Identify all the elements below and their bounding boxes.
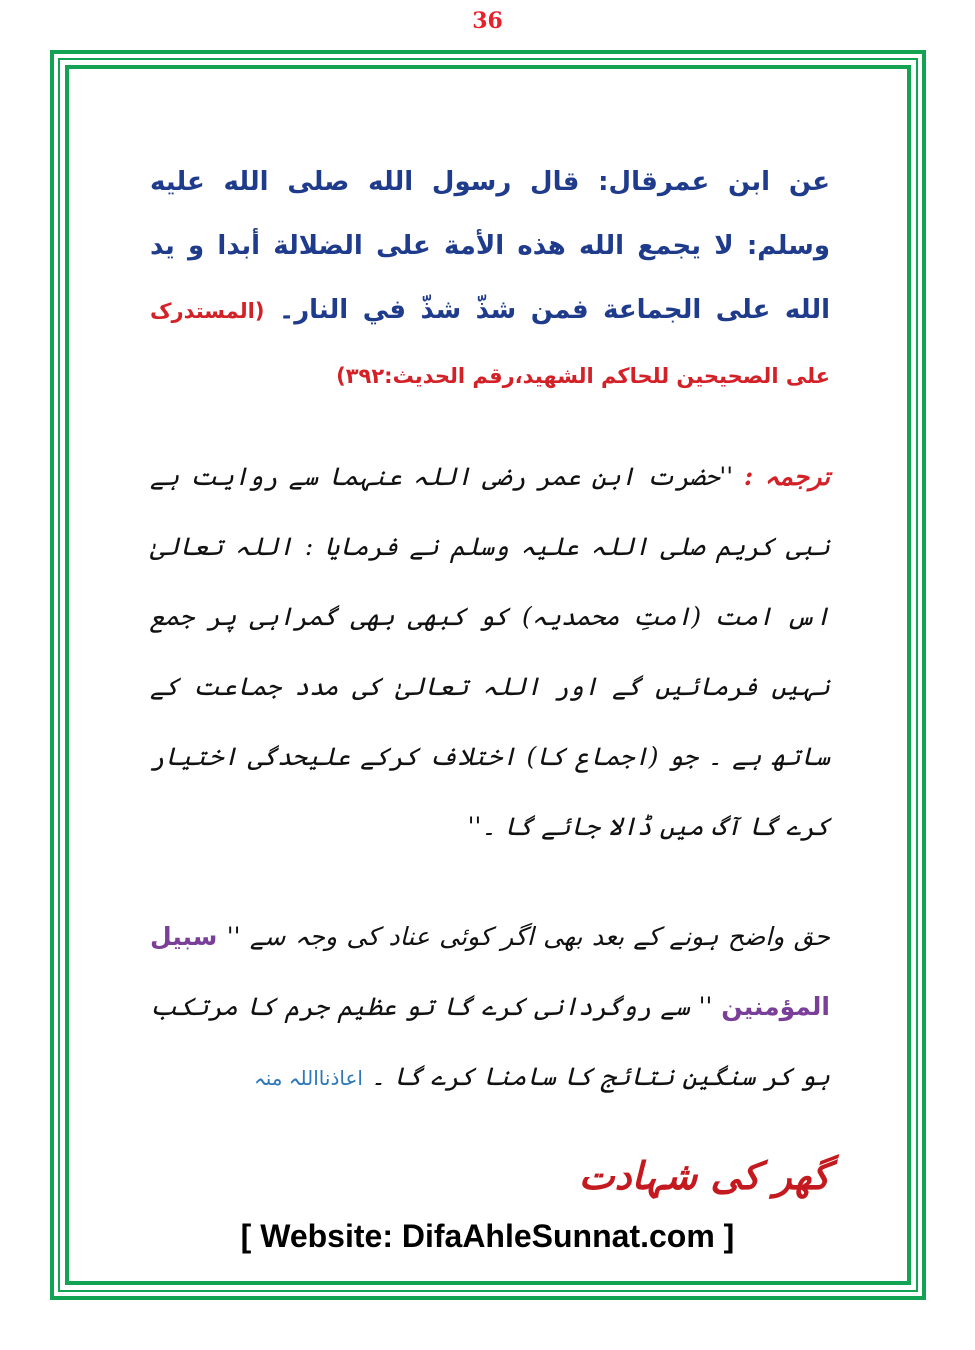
hadith-reference: (المستدرک علی الصحیحین للحاکم الشھید،رقم الحدیث:۳۹۲): [150, 299, 830, 388]
arabic-hadith-block: [150, 150, 830, 408]
urdu-translation: [150, 442, 830, 862]
sabeel-al-mumineen-term: سبيل المؤمنين: [150, 922, 830, 1021]
arabic-hadith-text: عن ابن عمرقال: قال رسول الله صلى الله عليه وسلم: لا يجمع الله هذه الأمة على الضلالة أبدا و يد الله على الجماعة فمن شذّ شذّ في النار۔: [150, 167, 830, 325]
refuge-phrase: اعاذنااللہ منہ: [253, 1066, 363, 1090]
commentary-text-after: '' سے روگردانی کرے گا تو عظیم جرم کا مرتکب ہو کر سنگین نتائج کا سامنا کرے گا ۔: [150, 992, 830, 1091]
commentary-text-before: حق واضح ہونے کے بعد بھی اگر کوئی عناد کی وجہ سے '': [226, 922, 831, 951]
page-content: [150, 150, 830, 1198]
page-number: 36: [472, 8, 503, 34]
translation-text: ''حضرت ابن عمر رضی اللہ عنہما سے روایت ہے نبی کریم صلی اللہ علیہ وسلم نے فرمایا : اللہ تعالیٰ اس امت (امتِ محمدیہ) کو کبھی بھی گمراہی پر جمع نہیں فرمائیں گے اور اللہ تعالیٰ کی مدد جماعت کے ساتھ ہے ۔ جو (اجماع کا) اختلاف کرکے علیحدگی اختیار کرے گا آگ میں ڈالا جائے گا ۔'': [150, 462, 830, 841]
section-heading: گھر کی شہادت: [578, 1153, 830, 1198]
translation-label: ترجمہ :: [743, 462, 831, 491]
commentary-paragraph: [150, 902, 830, 1113]
website-footer: [ Website: DifaAhleSunnat.com ]: [240, 1218, 735, 1254]
